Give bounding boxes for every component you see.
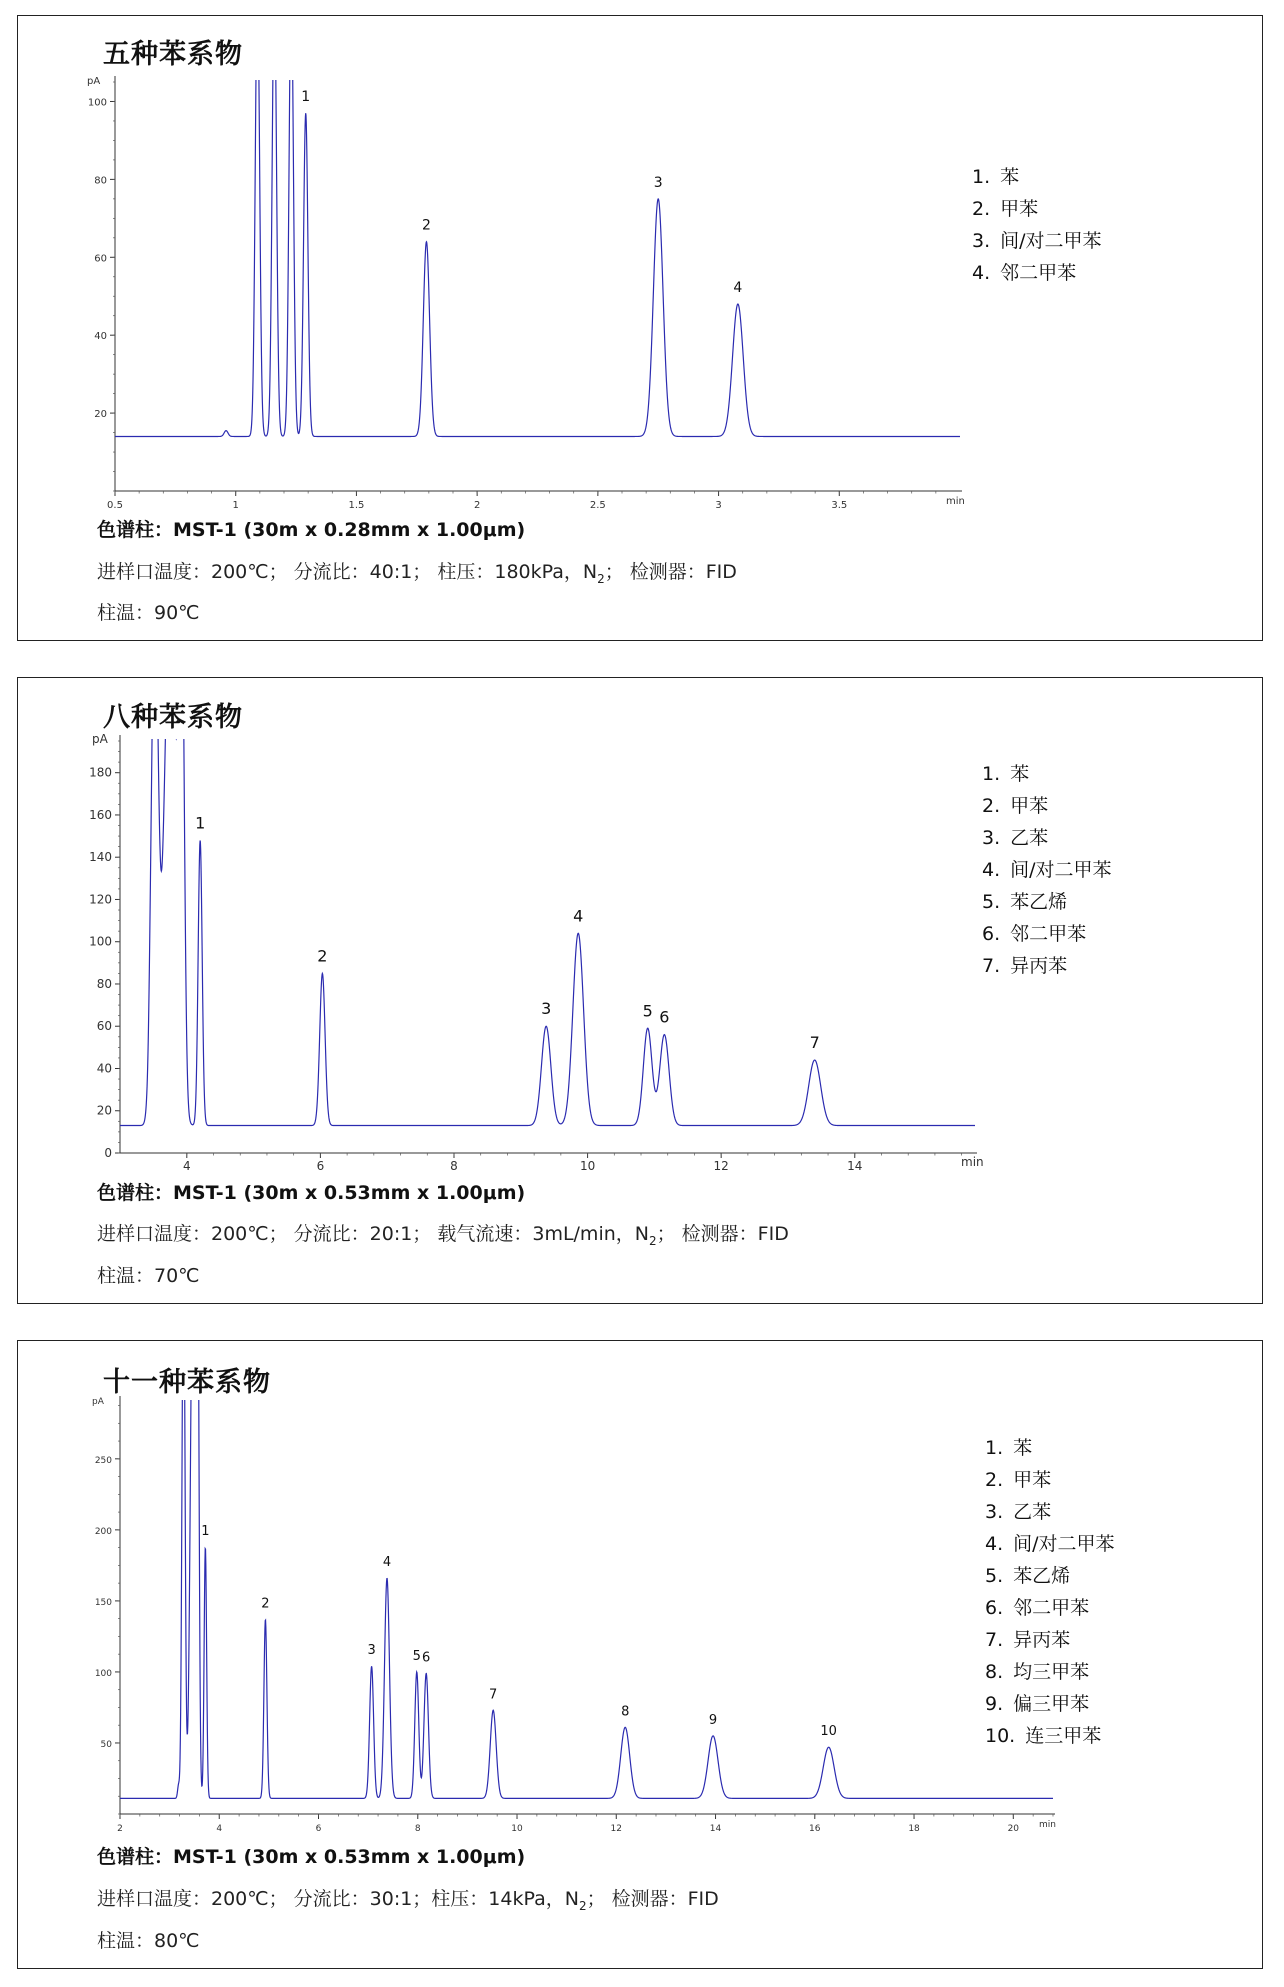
peak-label: 7	[489, 1687, 498, 1703]
run-conditions: 进样口温度：200℃； 分流比：20:1； 载气流速：3mL/min，$N_2$； 检测器：FID	[97, 1223, 789, 1248]
x-tick-label: 10	[579, 1159, 596, 1173]
peak-label: 8	[621, 1704, 630, 1720]
y-tick-label: 80	[96, 976, 112, 991]
legend-item: 4. 间/对二甲苯	[982, 859, 1112, 881]
x-axis-label: min	[946, 496, 965, 507]
x-tick-label: 12	[610, 1824, 623, 1834]
peak-label: 4	[573, 906, 584, 926]
y-tick-label: 40	[94, 331, 107, 343]
peak-label: 4	[733, 280, 743, 297]
legend-item: 9. 偏三甲苯	[985, 1693, 1090, 1715]
y-tick-label: 160	[89, 807, 112, 822]
legend-item: 8. 均三甲苯	[985, 1661, 1090, 1683]
x-tick-label: 1.5	[348, 500, 365, 511]
legend-item: 3. 乙苯	[982, 827, 1049, 849]
legend-item: 1. 苯	[985, 1437, 1033, 1459]
peak-label: 3	[367, 1643, 376, 1659]
x-tick-label: 2	[117, 1824, 123, 1834]
y-tick-label: 50	[100, 1739, 112, 1750]
compound-legend	[972, 161, 1102, 289]
x-tick-label: 1	[232, 500, 239, 511]
y-tick-label: 180	[89, 765, 112, 780]
panel-title: 十一种苯系物	[103, 1367, 271, 1398]
peak-label: 2	[261, 1596, 270, 1612]
y-tick-label: 0	[104, 1146, 112, 1160]
column-temperature: 柱温：90℃	[97, 602, 200, 624]
legend-item: 4. 邻二甲苯	[972, 262, 1077, 284]
peak-label: 5	[642, 1001, 653, 1021]
y-tick-label: 120	[89, 892, 112, 907]
y-tick-label: 100	[94, 1668, 112, 1679]
x-tick-label: 14	[709, 1824, 722, 1834]
y-axis-label: pA	[92, 732, 108, 746]
run-conditions: 进样口温度：200℃； 分流比：30:1；柱压：14kPa，$N_2$； 检测器：FID	[97, 1888, 719, 1913]
y-tick-label: 250	[94, 1455, 112, 1466]
column-spec: 色谱柱：MST-1 (30m x 0.53mm x 1.00μm)	[97, 1846, 526, 1868]
x-tick-label: 12	[713, 1159, 729, 1173]
x-axis-label: min	[961, 1155, 984, 1169]
legend-item: 3. 间/对二甲苯	[972, 230, 1102, 252]
x-tick-label: 2.5	[589, 500, 606, 511]
peak-label: 1	[195, 813, 206, 833]
peak-label: 7	[809, 1033, 820, 1053]
x-tick-label: 20	[1007, 1824, 1020, 1834]
column-temperature: 柱温：70℃	[97, 1265, 200, 1287]
peak-label: 6	[422, 1650, 431, 1666]
legend-item: 2. 甲苯	[972, 198, 1039, 220]
x-tick-label: 10	[511, 1824, 523, 1834]
column-spec: 色谱柱：MST-1 (30m x 0.28mm x 1.00μm)	[97, 519, 526, 541]
peak-label: 3	[653, 174, 663, 191]
legend-item: 6. 邻二甲苯	[985, 1597, 1090, 1619]
compound-legend	[982, 758, 1112, 982]
chromatogram-chart-3	[60, 1394, 1070, 1834]
y-tick-label: 20	[96, 1103, 112, 1118]
x-tick-label: 4	[182, 1159, 191, 1173]
y-tick-label: 80	[94, 175, 107, 187]
legend-item: 5. 苯乙烯	[982, 891, 1068, 913]
run-conditions: 进样口温度：200℃； 分流比：40:1； 柱压：180kPa，$N_2$； 检测器：FID	[97, 561, 737, 586]
peak-label: 5	[412, 1648, 421, 1664]
x-tick-label: 8	[414, 1824, 421, 1834]
column-spec: 色谱柱：MST-1 (30m x 0.53mm x 1.00μm)	[97, 1182, 526, 1204]
legend-item: 1. 苯	[982, 763, 1030, 785]
y-tick-label: 100	[87, 97, 107, 109]
legend-item: 3. 乙苯	[985, 1501, 1052, 1523]
peak-label: 10	[820, 1724, 837, 1740]
y-tick-label: 150	[94, 1597, 112, 1608]
legend-item: 2. 甲苯	[982, 795, 1049, 817]
x-tick-label: 4	[216, 1824, 223, 1834]
peak-label: 9	[708, 1712, 718, 1728]
y-tick-label: 60	[96, 1019, 112, 1034]
legend-item: 2. 甲苯	[985, 1469, 1052, 1491]
legend-item: 4. 间/对二甲苯	[985, 1533, 1115, 1555]
panel-title: 五种苯系物	[103, 39, 243, 70]
x-tick-label: 6	[316, 1159, 325, 1173]
y-tick-label: 20	[94, 409, 107, 421]
x-tick-label: 0.5	[107, 500, 123, 511]
chromatogram-chart-1	[60, 74, 980, 514]
peak-label: 6	[659, 1007, 670, 1027]
x-tick-label: 16	[809, 1824, 821, 1834]
x-tick-label: 8	[450, 1159, 458, 1173]
panel-title: 八种苯系物	[103, 702, 243, 733]
y-tick-label: 40	[96, 1061, 112, 1076]
y-axis-label: pA	[87, 76, 101, 87]
x-tick-label: 6	[315, 1824, 322, 1834]
peak-label: 1	[201, 1523, 210, 1539]
y-tick-label: 100	[89, 934, 112, 949]
x-axis-label: min	[1039, 1820, 1056, 1830]
column-temperature: 柱温：80℃	[97, 1930, 200, 1952]
x-tick-label: 18	[908, 1824, 920, 1834]
x-tick-label: 3.5	[831, 500, 848, 511]
legend-item: 5. 苯乙烯	[985, 1565, 1071, 1587]
y-axis-label: pA	[92, 1397, 104, 1407]
peak-label: 4	[382, 1555, 392, 1571]
legend-item: 7. 异丙苯	[985, 1629, 1071, 1651]
peak-label: 2	[317, 946, 328, 966]
y-tick-label: 60	[94, 253, 107, 265]
peak-label: 2	[421, 217, 431, 234]
peak-label: 3	[541, 999, 552, 1019]
chromatogram-chart-2	[60, 733, 1000, 1178]
x-tick-label: 3	[715, 500, 722, 511]
legend-item: 6. 邻二甲苯	[982, 923, 1087, 945]
y-tick-label: 140	[89, 850, 112, 865]
compound-legend	[985, 1432, 1115, 1752]
legend-item: 1. 苯	[972, 166, 1020, 188]
x-tick-label: 2	[473, 500, 481, 511]
y-tick-label: 200	[94, 1526, 112, 1537]
legend-item: 10. 连三甲苯	[985, 1725, 1102, 1747]
legend-item: 7. 异丙苯	[982, 955, 1068, 977]
peak-label: 1	[301, 89, 311, 106]
x-tick-label: 14	[847, 1159, 863, 1173]
